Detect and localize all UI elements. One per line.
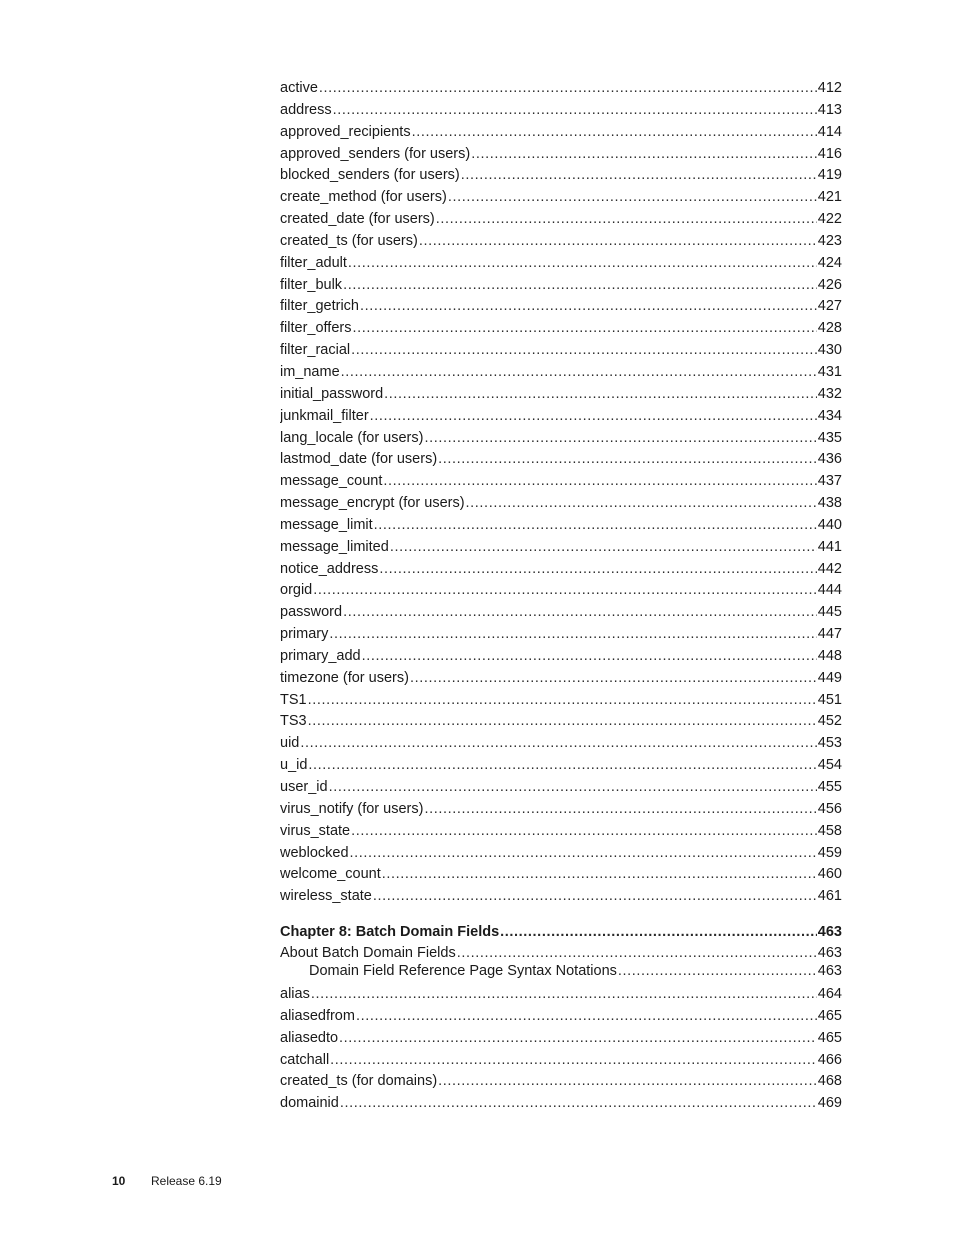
toc-entry-title: TS3 (280, 713, 307, 730)
toc-entry-title: aliasedfrom (280, 1007, 355, 1024)
toc-entry[interactable] (280, 1028, 842, 1050)
toc-entry-title: welcome_count (280, 866, 381, 883)
toc-entry[interactable] (280, 362, 842, 384)
toc-entry-title: alias (280, 986, 310, 1003)
toc-entry-title: message_encrypt (for users) (280, 495, 465, 512)
toc-entry[interactable] (280, 1006, 842, 1028)
toc-entry[interactable] (280, 821, 842, 843)
toc-entry-title: Domain Field Reference Page Syntax Notations (309, 963, 617, 980)
toc-entry[interactable] (280, 100, 842, 122)
toc-dot-leader (308, 755, 816, 777)
toc-entry-page: 442 (817, 560, 842, 577)
toc-entry[interactable] (280, 944, 842, 962)
toc-entry[interactable] (280, 646, 842, 668)
toc-dot-leader (340, 1093, 817, 1115)
toc-dot-leader (374, 515, 817, 537)
toc-entry-title: uid (280, 735, 300, 752)
toc-entry[interactable] (280, 296, 842, 318)
toc-dot-leader (424, 799, 816, 821)
toc-entry-page: 414 (817, 123, 842, 140)
toc-dot-leader (352, 318, 816, 340)
toc-entry[interactable] (280, 799, 842, 821)
toc-entry-title: user_id (280, 779, 328, 795)
toc-entry-page: 441 (817, 538, 842, 555)
toc-entry-page: 419 (817, 167, 842, 184)
toc-entry[interactable] (280, 122, 842, 144)
toc-entry-page: 438 (817, 495, 842, 512)
toc-entry[interactable] (280, 984, 842, 1006)
toc-entry-page: 465 (817, 1007, 842, 1024)
toc-entry[interactable] (280, 493, 842, 515)
toc-dot-leader (351, 821, 817, 843)
toc-entry-title: aliasedto (280, 1029, 339, 1046)
toc-dot-leader (348, 253, 817, 275)
toc-dot-leader (448, 187, 817, 209)
toc-dot-leader (410, 668, 817, 690)
toc-entry[interactable] (280, 755, 842, 777)
toc-entry-page: 413 (817, 101, 842, 118)
toc-entry[interactable] (280, 275, 842, 297)
toc-entry-title: approved_recipients (280, 123, 411, 140)
toc-entry-title: primary (280, 626, 329, 643)
toc-entry-title: orgid (280, 582, 313, 599)
toc-entry-title: filter_bulk (280, 276, 343, 293)
toc-dot-leader (438, 449, 817, 471)
toc-dot-leader (308, 711, 817, 733)
toc-chapter-page: 463 (817, 924, 842, 941)
toc-entry-page: 458 (817, 822, 842, 839)
toc-entry[interactable] (280, 1093, 842, 1115)
toc-entry-page: 451 (817, 691, 842, 708)
toc-entry[interactable] (280, 187, 842, 209)
toc-dot-leader (356, 1006, 817, 1028)
footer-page-number: 10 (112, 1174, 126, 1188)
toc-entry-title: lastmod_date (for users) (280, 451, 438, 468)
toc-entry[interactable] (280, 624, 842, 646)
toc-entry-page: 444 (817, 582, 842, 599)
toc-entry[interactable] (280, 668, 842, 690)
toc-entry-title: active (280, 80, 318, 96)
toc-entry[interactable] (280, 340, 842, 362)
toc-dot-leader (466, 493, 817, 515)
toc-entry-page: 428 (817, 320, 842, 337)
toc-entry-page: 461 (817, 888, 842, 905)
table-of-contents (280, 78, 842, 1115)
toc-entry[interactable] (280, 78, 842, 100)
toc-entry-page: 422 (817, 211, 842, 228)
toc-entry-page: 464 (817, 986, 842, 1003)
toc-entry-title: primary_add (280, 647, 361, 664)
toc-entry-list (280, 78, 842, 908)
toc-entry-title: filter_racial (280, 342, 351, 359)
toc-entry-page: 463 (817, 945, 842, 962)
toc-entry-page: 416 (817, 145, 842, 162)
toc-dot-leader (313, 580, 817, 602)
toc-entry-page: 440 (817, 516, 842, 533)
toc-entry-page: 445 (817, 604, 842, 621)
toc-entry-title: timezone (for users) (280, 669, 409, 686)
toc-entry[interactable] (280, 864, 842, 886)
toc-entry-title: password (280, 604, 343, 621)
toc-dot-leader (370, 406, 817, 428)
toc-entry-title: blocked_senders (for users) (280, 167, 460, 184)
toc-entry[interactable] (280, 318, 842, 340)
toc-dot-leader (436, 209, 817, 231)
toc-entry-title: filter_offers (280, 320, 352, 337)
toc-entry-title: About Batch Domain Fields (280, 945, 456, 962)
toc-entry-page: 434 (817, 407, 842, 424)
toc-dot-leader (341, 362, 817, 384)
toc-entry-title: domainid (280, 1095, 339, 1112)
toc-entry-page: 427 (817, 298, 842, 315)
toc-dot-leader (329, 624, 816, 646)
toc-dot-leader (424, 428, 816, 450)
toc-entry-page: 430 (817, 342, 842, 359)
toc-dot-leader (330, 1050, 817, 1072)
toc-dot-leader (379, 559, 816, 581)
toc-dot-leader (311, 984, 817, 1006)
toc-entry-page: 453 (817, 735, 842, 752)
toc-dot-leader (360, 296, 817, 318)
toc-dot-leader (457, 944, 817, 962)
toc-entry[interactable] (280, 777, 842, 799)
footer-release: Release 6.19 (151, 1174, 222, 1188)
toc-entry-page: 455 (817, 779, 842, 795)
toc-entry-page: 466 (817, 1051, 842, 1068)
toc-entry[interactable] (280, 602, 842, 624)
toc-dot-leader (500, 920, 817, 944)
toc-entry[interactable] (280, 449, 842, 471)
toc-entry-title: virus_state (280, 822, 351, 839)
toc-entry-title: approved_senders (for users) (280, 145, 471, 162)
toc-dot-leader (343, 275, 817, 297)
toc-entry[interactable] (280, 1071, 842, 1093)
toc-entry-page: 449 (817, 669, 842, 686)
toc-dot-leader (319, 78, 817, 100)
toc-dot-leader (333, 100, 817, 122)
toc-entry-page: 448 (817, 647, 842, 664)
toc-entry[interactable] (280, 231, 842, 253)
toc-dot-leader (373, 886, 817, 908)
toc-entry-page: 424 (817, 254, 842, 271)
toc-entry-title: wireless_state (280, 888, 372, 905)
toc-entry-title: message_limit (280, 516, 373, 533)
toc-dot-leader (362, 646, 817, 668)
toc-entry-title: notice_address (280, 560, 379, 577)
toc-entry-title: address (280, 101, 332, 118)
toc-chapter-title: Chapter 8: Batch Domain Fields (280, 924, 500, 941)
toc-entry-title: initial_password (280, 385, 384, 402)
toc-dot-leader (471, 144, 817, 166)
toc-entry[interactable] (280, 209, 842, 231)
toc-entry-page: 459 (817, 844, 842, 861)
toc-entry-title: TS1 (280, 691, 307, 708)
toc-entry[interactable] (280, 690, 842, 712)
toc-entry[interactable] (280, 384, 842, 406)
toc-dot-leader (461, 165, 817, 187)
toc-dot-leader (350, 843, 817, 865)
toc-entry-title: filter_getrich (280, 298, 359, 315)
toc-entry-page: 456 (817, 800, 842, 817)
toc-entry[interactable] (280, 428, 842, 450)
toc-dot-leader (412, 122, 817, 144)
page-footer (112, 1174, 222, 1188)
toc-dot-leader (382, 864, 817, 886)
toc-entry[interactable] (280, 733, 842, 755)
toc-dot-leader (300, 733, 816, 755)
toc-entry-title: weblocked (280, 844, 349, 861)
toc-entry-page: 421 (817, 189, 842, 206)
toc-entry-page: 435 (817, 429, 842, 446)
toc-entry-page: 447 (817, 626, 842, 643)
toc-entry[interactable] (280, 886, 842, 908)
toc-entry-title: u_id (280, 757, 308, 774)
toc-entry-title: create_method (for users) (280, 189, 447, 206)
toc-entry[interactable] (280, 962, 842, 980)
toc-dot-leader (383, 471, 816, 493)
toc-dot-leader (618, 962, 817, 980)
toc-entry-page: 463 (817, 963, 842, 980)
toc-entry-page: 426 (817, 276, 842, 293)
toc-entry[interactable] (280, 471, 842, 493)
toc-entry[interactable] (280, 406, 842, 428)
toc-entry-page: 468 (817, 1073, 842, 1090)
toc-entry-page: 412 (817, 80, 842, 96)
toc-entry-title: created_ts (for domains) (280, 1073, 438, 1090)
toc-entry-page: 432 (817, 385, 842, 402)
toc-entry[interactable] (280, 165, 842, 187)
toc-entry-title: created_ts (for users) (280, 232, 418, 249)
toc-dot-leader (438, 1071, 817, 1093)
toc-dot-leader (343, 602, 817, 624)
toc-entry-title: catchall (280, 1051, 330, 1068)
toc-entry-title: message_limited (280, 538, 389, 555)
toc-dot-leader (390, 537, 817, 559)
toc-entry-page: 469 (817, 1095, 842, 1112)
toc-entry-page: 454 (817, 757, 842, 774)
toc-dot-leader (308, 690, 817, 712)
toc-chapter-heading[interactable] (280, 920, 842, 944)
toc-entry-title: im_name (280, 363, 340, 380)
toc-entry-title: filter_adult (280, 254, 347, 271)
toc-entry-page: 423 (817, 232, 842, 249)
toc-dot-leader (384, 384, 817, 406)
toc-entry[interactable] (280, 843, 842, 865)
toc-entry[interactable] (280, 253, 842, 275)
toc-entry-page: 431 (817, 363, 842, 380)
toc-entry[interactable] (280, 144, 842, 166)
toc-dot-leader (419, 231, 817, 253)
toc-entry-page: 452 (817, 713, 842, 730)
toc-entry[interactable] (280, 1050, 842, 1072)
toc-dot-leader (329, 777, 817, 799)
toc-entry-title: virus_notify (for users) (280, 800, 424, 817)
toc-entry-title: junkmail_filter (280, 407, 369, 424)
toc-entry[interactable] (280, 537, 842, 559)
toc-entry-page: 465 (817, 1029, 842, 1046)
toc-entry-page: 436 (817, 451, 842, 468)
toc-entry-page: 437 (817, 473, 842, 490)
toc-chapter-entry-list (280, 944, 842, 1115)
toc-entry[interactable] (280, 559, 842, 581)
toc-entry[interactable] (280, 580, 842, 602)
toc-dot-leader (351, 340, 817, 362)
toc-entry[interactable] (280, 711, 842, 733)
toc-entry-title: created_date (for users) (280, 211, 435, 228)
toc-entry-title: message_count (280, 473, 383, 490)
toc-entry-page: 460 (817, 866, 842, 883)
toc-dot-leader (339, 1028, 817, 1050)
toc-entry[interactable] (280, 515, 842, 537)
toc-entry-title: lang_locale (for users) (280, 429, 424, 446)
